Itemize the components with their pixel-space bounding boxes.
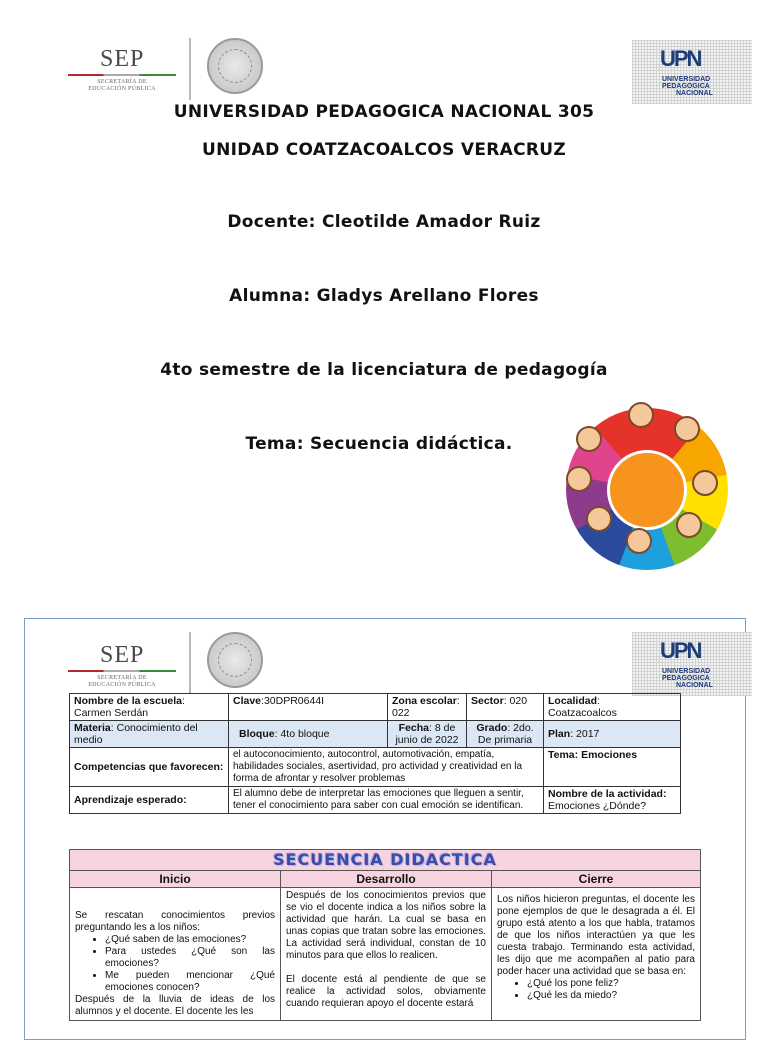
didactic-sequence-table — [69, 849, 701, 1021]
column-header-cierre: Cierre — [492, 871, 701, 888]
column-header-inicio: Inicio — [70, 871, 281, 888]
localidad-cell: Localidad: Coatzacoalcos — [544, 694, 681, 721]
grado-cell: Grado: 2do. De primaria — [467, 721, 544, 748]
sep-logo-word: SEP — [100, 46, 145, 72]
table-row — [70, 748, 681, 787]
upn-line1: UNIVERSIDAD — [662, 76, 711, 83]
school-info-table — [69, 693, 681, 814]
upn-line3: NACIONAL — [676, 90, 713, 97]
list-item: • Me pueden mencionar ¿Qué emociones conocen? — [105, 970, 275, 994]
cierre-cell — [492, 888, 701, 1021]
upn-logo-text — [662, 76, 713, 97]
sep-logo — [68, 640, 180, 696]
child-face-icon — [628, 402, 654, 428]
unit-title: UNIDAD COATZACOALCOS VERACRUZ — [201, 140, 566, 160]
table-row — [70, 721, 681, 748]
materia-cell: Materia: Conocimiento del medio — [70, 721, 229, 748]
national-seal-icon — [207, 38, 263, 94]
upn-line3: NACIONAL — [676, 682, 713, 689]
child-face-icon — [586, 506, 612, 532]
list-item: • Para ustedes ¿Qué son las emociones? — [105, 946, 275, 970]
upn-logo — [632, 632, 752, 696]
column-header-desarrollo: Desarrollo — [281, 871, 492, 888]
cierre-question-list — [497, 978, 695, 1002]
table-row — [70, 787, 681, 814]
child-face-icon — [576, 426, 602, 452]
upn-logo — [632, 40, 752, 104]
logo-divider — [189, 38, 191, 100]
university-title: UNIVERSIDAD PEDAGOGICA NACIONAL 305 — [173, 102, 595, 122]
escuela-cell: Nombre de la escuela: Carmen Serdán — [70, 694, 229, 721]
competencias-value-cell: el autoconocimiento, autocontrol, automotivación, empatía, habilidades sociales, asertividad, pro actividad y creatividad en la forma de afrontar y resolver problemas — [229, 748, 544, 787]
table-row — [70, 694, 681, 721]
fecha-cell: Fecha: 8 de junio de 2022 — [388, 721, 467, 748]
competencias-label-cell: Competencias que favorecen: — [70, 748, 229, 787]
sep-sub-line2: EDUCACIÓN PÚBLICA — [88, 682, 156, 688]
student-name: Alumna: Gladys Arellano Flores — [229, 286, 539, 306]
table-row — [70, 850, 701, 871]
upn-logo-text — [662, 668, 713, 689]
teacher-name: Docente: Cleotilde Amador Ruiz — [227, 212, 541, 232]
upn-logo-mark: UPN — [660, 638, 701, 663]
list-item: • ¿Qué les da miedo? — [527, 990, 695, 1002]
clave-cell: Clave:30DPR0644I — [229, 694, 388, 721]
desarrollo-paragraph-2: El docente está al pendiente de que se realice la actividad solos, obviamente cuando requieran apoyo el docente estará — [286, 974, 486, 1009]
upn-line2: PEDAGOGICA — [662, 675, 710, 682]
child-face-icon — [626, 528, 652, 554]
children-wheel-illustration — [552, 400, 742, 575]
bloque-cell: Bloque: 4to bloque — [229, 721, 388, 748]
semester-line: 4to semestre de la licenciatura de pedagogía — [160, 360, 608, 380]
inicio-intro: Se rescatan conocimientos previos preguntando les a los niños: — [75, 910, 275, 933]
list-item: • ¿Qué saben de las emociones? — [105, 934, 275, 946]
table-row — [70, 888, 701, 1021]
tema-cell: Tema: Emociones — [544, 748, 681, 787]
national-seal-icon — [207, 632, 263, 688]
topic-line: Tema: Secuencia didáctica. — [245, 434, 513, 454]
child-face-icon — [674, 416, 700, 442]
logo-divider — [189, 632, 191, 694]
sequence-title: SECUENCIA DIDACTICA — [70, 850, 701, 871]
sep-logo-subtitle — [68, 79, 176, 93]
child-face-icon — [566, 466, 592, 492]
sep-logo-stripe — [68, 74, 176, 76]
plan-cell: Plan: 2017 — [544, 721, 681, 748]
table-row — [70, 871, 701, 888]
zona-cell: Zona escolar: 022 — [388, 694, 467, 721]
child-face-icon — [692, 470, 718, 496]
actividad-cell: Nombre de la actividad: Emociones ¿Dónde? — [544, 787, 681, 814]
desarrollo-cell — [281, 888, 492, 1021]
sector-cell: Sector: 020 — [467, 694, 544, 721]
sep-logo-stripe — [68, 670, 176, 672]
sep-sub-line2: EDUCACIÓN PÚBLICA — [88, 86, 156, 92]
desarrollo-paragraph-1: Después de los conocimientos previos que se vio el docente indica a los niños sobre la actividad que harán. La cual se basa en unas copias que tratan sobre las emociones. La actividad será individual, constan de 10 minutos para que ellos lo realicen. — [286, 890, 486, 961]
wheel-center — [607, 450, 687, 530]
inicio-after: Después de la lluvia de ideas de los alumnos y el docente. El docente les les — [75, 994, 275, 1017]
upn-line1: UNIVERSIDAD — [662, 668, 711, 675]
upn-line2: PEDAGOGICA — [662, 83, 710, 90]
aprendizaje-label-cell: Aprendizaje esperado: — [70, 787, 229, 814]
sep-logo-word: SEP — [100, 642, 145, 668]
sep-sub-line1: SECRETARÍA DE — [97, 675, 147, 681]
aprendizaje-value-cell: El alumno debe de interpretar las emociones que lleguen a sentir, tener el conocimiento para saber con cual emoción se identifican. — [229, 787, 544, 814]
upn-logo-mark: UPN — [660, 46, 701, 71]
child-face-icon — [676, 512, 702, 538]
cierre-paragraph-1: Los niños hicieron preguntas, el docente les pone ejemplos de que le desagrada a él. El grupo está atento a los que habla, tratamos de que los niños interactúen ya que les cuesta trabajo. Terminando esta actividad, les dijo que me acompañen al patio para poder hacer una actividad que se basa en: — [497, 894, 695, 977]
sep-logo-subtitle — [68, 675, 176, 689]
sep-logo — [68, 44, 180, 100]
inicio-cell — [70, 888, 281, 1021]
list-item: • ¿Qué los pone feliz? — [527, 978, 695, 990]
inicio-question-list — [75, 934, 275, 994]
sep-sub-line1: SECRETARÍA DE — [97, 79, 147, 85]
